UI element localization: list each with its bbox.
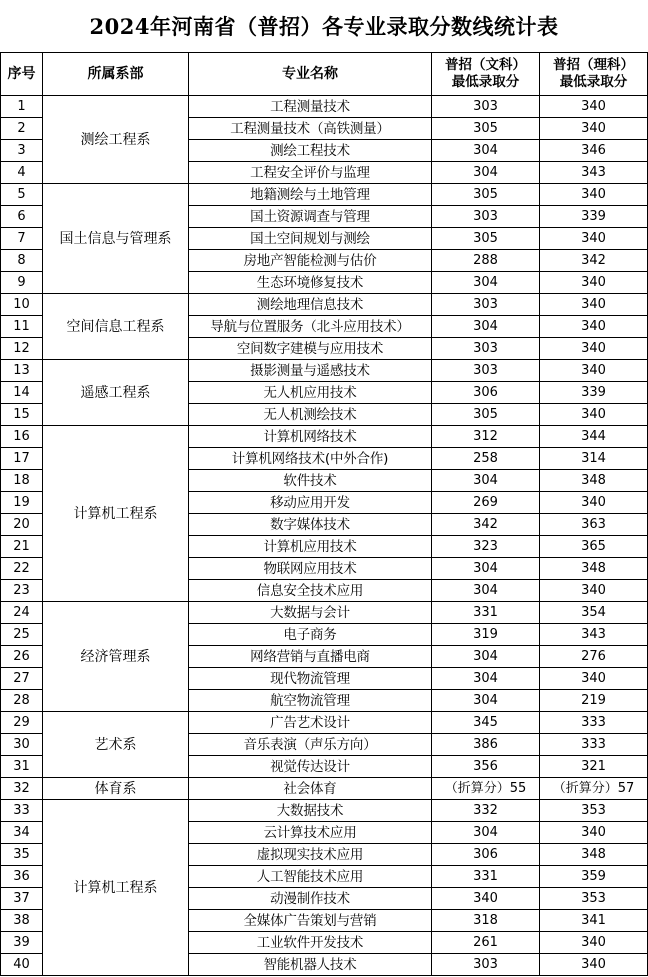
department-cell: 体育系	[43, 778, 189, 800]
arts-score-cell: 386	[432, 734, 540, 756]
major-name-cell: 无人机应用技术	[189, 382, 432, 404]
science-score-cell: 342	[540, 250, 648, 272]
major-name-cell: 移动应用开发	[189, 492, 432, 514]
header-score-science-line2: 最低录取分	[559, 74, 628, 90]
row-index: 21	[1, 536, 43, 558]
page-title: 2024年河南省（普招）各专业录取分数线统计表	[89, 14, 559, 39]
row-index: 24	[1, 602, 43, 624]
science-score-cell: 343	[540, 624, 648, 646]
science-score-cell: 363	[540, 514, 648, 536]
science-score-cell: 354	[540, 602, 648, 624]
row-index: 35	[1, 844, 43, 866]
science-score-cell: 333	[540, 734, 648, 756]
row-index: 19	[1, 492, 43, 514]
arts-score-cell: 304	[432, 690, 540, 712]
science-score-cell: （折算分）57	[540, 778, 648, 800]
science-score-cell: 353	[540, 800, 648, 822]
arts-score-cell: 304	[432, 558, 540, 580]
row-index: 4	[1, 162, 43, 184]
major-name-cell: 人工智能技术应用	[189, 866, 432, 888]
major-name-cell: 大数据技术	[189, 800, 432, 822]
science-score-cell: 340	[540, 272, 648, 294]
arts-score-cell: 304	[432, 668, 540, 690]
row-index: 33	[1, 800, 43, 822]
arts-score-cell: 304	[432, 162, 540, 184]
major-name-cell: 视觉传达设计	[189, 756, 432, 778]
arts-score-cell: 304	[432, 822, 540, 844]
science-score-cell: 340	[540, 338, 648, 360]
row-index: 34	[1, 822, 43, 844]
arts-score-cell: 332	[432, 800, 540, 822]
arts-score-cell: 318	[432, 910, 540, 932]
science-score-cell: 343	[540, 162, 648, 184]
major-name-cell: 工程测量技术	[189, 96, 432, 118]
science-score-cell: 348	[540, 470, 648, 492]
major-name-cell: 测绘工程技术	[189, 140, 432, 162]
science-score-cell: 340	[540, 184, 648, 206]
major-name-cell: 物联网应用技术	[189, 558, 432, 580]
science-score-cell: 340	[540, 118, 648, 140]
arts-score-cell: 303	[432, 360, 540, 382]
major-name-cell: 地籍测绘与土地管理	[189, 184, 432, 206]
arts-score-cell: 304	[432, 580, 540, 602]
header-score-science	[540, 53, 648, 96]
science-score-cell: 365	[540, 536, 648, 558]
row-index: 36	[1, 866, 43, 888]
science-score-cell: 340	[540, 932, 648, 954]
arts-score-cell: 331	[432, 602, 540, 624]
major-name-cell: 动漫制作技术	[189, 888, 432, 910]
science-score-cell: 340	[540, 954, 648, 976]
department-cell: 国土信息与管理系	[43, 184, 189, 294]
row-index: 2	[1, 118, 43, 140]
science-score-cell: 339	[540, 382, 648, 404]
header-score-arts	[432, 53, 540, 96]
row-index: 17	[1, 448, 43, 470]
major-name-cell: 数字媒体技术	[189, 514, 432, 536]
arts-score-cell: 306	[432, 382, 540, 404]
row-index: 28	[1, 690, 43, 712]
row-index: 13	[1, 360, 43, 382]
science-score-cell: 340	[540, 668, 648, 690]
arts-score-cell: 345	[432, 712, 540, 734]
header-score-science-line1: 普招（理科）	[553, 57, 634, 73]
row-index: 29	[1, 712, 43, 734]
major-name-cell: 国土资源调查与管理	[189, 206, 432, 228]
major-name-cell: 工业软件开发技术	[189, 932, 432, 954]
row-index: 7	[1, 228, 43, 250]
arts-score-cell: 304	[432, 140, 540, 162]
row-index: 3	[1, 140, 43, 162]
arts-score-cell: 304	[432, 272, 540, 294]
major-name-cell: 网络营销与直播电商	[189, 646, 432, 668]
row-index: 15	[1, 404, 43, 426]
science-score-cell: 340	[540, 360, 648, 382]
admission-score-table	[0, 52, 648, 976]
arts-score-cell: 303	[432, 96, 540, 118]
major-name-cell: 计算机应用技术	[189, 536, 432, 558]
major-name-cell: 工程测量技术（高铁测量）	[189, 118, 432, 140]
arts-score-cell: 312	[432, 426, 540, 448]
row-index: 5	[1, 184, 43, 206]
science-score-cell: 219	[540, 690, 648, 712]
major-name-cell: 智能机器人技术	[189, 954, 432, 976]
row-index: 14	[1, 382, 43, 404]
row-index: 30	[1, 734, 43, 756]
arts-score-cell: 303	[432, 338, 540, 360]
major-name-cell: 计算机网络技术(中外合作)	[189, 448, 432, 470]
header-department: 所属系部	[43, 53, 189, 96]
department-cell: 空间信息工程系	[43, 294, 189, 360]
row-index: 25	[1, 624, 43, 646]
science-score-cell: 340	[540, 316, 648, 338]
major-name-cell: 摄影测量与遥感技术	[189, 360, 432, 382]
major-name-cell: 信息安全技术应用	[189, 580, 432, 602]
major-name-cell: 全媒体广告策划与营销	[189, 910, 432, 932]
arts-score-cell: 323	[432, 536, 540, 558]
science-score-cell: 276	[540, 646, 648, 668]
row-index: 6	[1, 206, 43, 228]
major-name-cell: 测绘地理信息技术	[189, 294, 432, 316]
major-name-cell: 计算机网络技术	[189, 426, 432, 448]
science-score-cell: 359	[540, 866, 648, 888]
major-name-cell: 房地产智能检测与估价	[189, 250, 432, 272]
row-index: 31	[1, 756, 43, 778]
science-score-cell: 340	[540, 580, 648, 602]
major-name-cell: 大数据与会计	[189, 602, 432, 624]
table-row	[1, 712, 648, 734]
row-index: 26	[1, 646, 43, 668]
row-index: 22	[1, 558, 43, 580]
row-index: 23	[1, 580, 43, 602]
table-row	[1, 426, 648, 448]
arts-score-cell: 303	[432, 294, 540, 316]
science-score-cell: 340	[540, 404, 648, 426]
header-index: 序号	[1, 53, 43, 96]
science-score-cell: 348	[540, 844, 648, 866]
table-row	[1, 602, 648, 624]
major-name-cell: 导航与位置服务（北斗应用技术）	[189, 316, 432, 338]
science-score-cell: 344	[540, 426, 648, 448]
major-name-cell: 现代物流管理	[189, 668, 432, 690]
arts-score-cell: 319	[432, 624, 540, 646]
arts-score-cell: 305	[432, 118, 540, 140]
row-index: 27	[1, 668, 43, 690]
table-header-row	[1, 53, 648, 96]
department-cell: 计算机工程系	[43, 800, 189, 976]
science-score-cell: 341	[540, 910, 648, 932]
arts-score-cell: 288	[432, 250, 540, 272]
science-score-cell: 333	[540, 712, 648, 734]
row-index: 38	[1, 910, 43, 932]
department-cell: 遥感工程系	[43, 360, 189, 426]
arts-score-cell: 303	[432, 954, 540, 976]
science-score-cell: 340	[540, 294, 648, 316]
science-score-cell: 321	[540, 756, 648, 778]
arts-score-cell: 306	[432, 844, 540, 866]
science-score-cell: 346	[540, 140, 648, 162]
header-score-arts-line2: 最低录取分	[451, 74, 520, 90]
row-index: 18	[1, 470, 43, 492]
department-cell: 测绘工程系	[43, 96, 189, 184]
major-name-cell: 电子商务	[189, 624, 432, 646]
major-name-cell: 软件技术	[189, 470, 432, 492]
row-index: 10	[1, 294, 43, 316]
major-name-cell: 航空物流管理	[189, 690, 432, 712]
row-index: 16	[1, 426, 43, 448]
arts-score-cell: 342	[432, 514, 540, 536]
arts-score-cell: 356	[432, 756, 540, 778]
header-major: 专业名称	[189, 53, 432, 96]
arts-score-cell: 305	[432, 228, 540, 250]
table-row	[1, 800, 648, 822]
row-index: 39	[1, 932, 43, 954]
major-name-cell: 社会体育	[189, 778, 432, 800]
science-score-cell: 348	[540, 558, 648, 580]
arts-score-cell: 269	[432, 492, 540, 514]
major-name-cell: 音乐表演（声乐方向）	[189, 734, 432, 756]
major-name-cell: 工程安全评价与监理	[189, 162, 432, 184]
major-name-cell: 云计算技术应用	[189, 822, 432, 844]
major-name-cell: 空间数字建模与应用技术	[189, 338, 432, 360]
row-index: 11	[1, 316, 43, 338]
arts-score-cell: 304	[432, 470, 540, 492]
science-score-cell: 340	[540, 228, 648, 250]
major-name-cell: 虚拟现实技术应用	[189, 844, 432, 866]
major-name-cell: 生态环境修复技术	[189, 272, 432, 294]
row-index: 37	[1, 888, 43, 910]
arts-score-cell: 258	[432, 448, 540, 470]
department-cell: 经济管理系	[43, 602, 189, 712]
row-index: 40	[1, 954, 43, 976]
table-row	[1, 778, 648, 800]
department-cell: 计算机工程系	[43, 426, 189, 602]
science-score-cell: 339	[540, 206, 648, 228]
arts-score-cell: 304	[432, 316, 540, 338]
arts-score-cell: 331	[432, 866, 540, 888]
table-row	[1, 294, 648, 316]
row-index: 1	[1, 96, 43, 118]
table-row	[1, 96, 648, 118]
row-index: 8	[1, 250, 43, 272]
row-index: 9	[1, 272, 43, 294]
arts-score-cell: 304	[432, 646, 540, 668]
row-index: 12	[1, 338, 43, 360]
science-score-cell: 353	[540, 888, 648, 910]
row-index: 32	[1, 778, 43, 800]
department-cell: 艺术系	[43, 712, 189, 778]
arts-score-cell: 305	[432, 404, 540, 426]
arts-score-cell: 305	[432, 184, 540, 206]
major-name-cell: 无人机测绘技术	[189, 404, 432, 426]
table-row	[1, 184, 648, 206]
major-name-cell: 广告艺术设计	[189, 712, 432, 734]
arts-score-cell: 340	[432, 888, 540, 910]
arts-score-cell: 303	[432, 206, 540, 228]
science-score-cell: 340	[540, 822, 648, 844]
science-score-cell: 314	[540, 448, 648, 470]
row-index: 20	[1, 514, 43, 536]
science-score-cell: 340	[540, 96, 648, 118]
major-name-cell: 国土空间规划与测绘	[189, 228, 432, 250]
arts-score-cell: 261	[432, 932, 540, 954]
arts-score-cell: （折算分）55	[432, 778, 540, 800]
header-score-arts-line1: 普招（文科）	[445, 57, 526, 73]
table-row	[1, 360, 648, 382]
science-score-cell: 340	[540, 492, 648, 514]
